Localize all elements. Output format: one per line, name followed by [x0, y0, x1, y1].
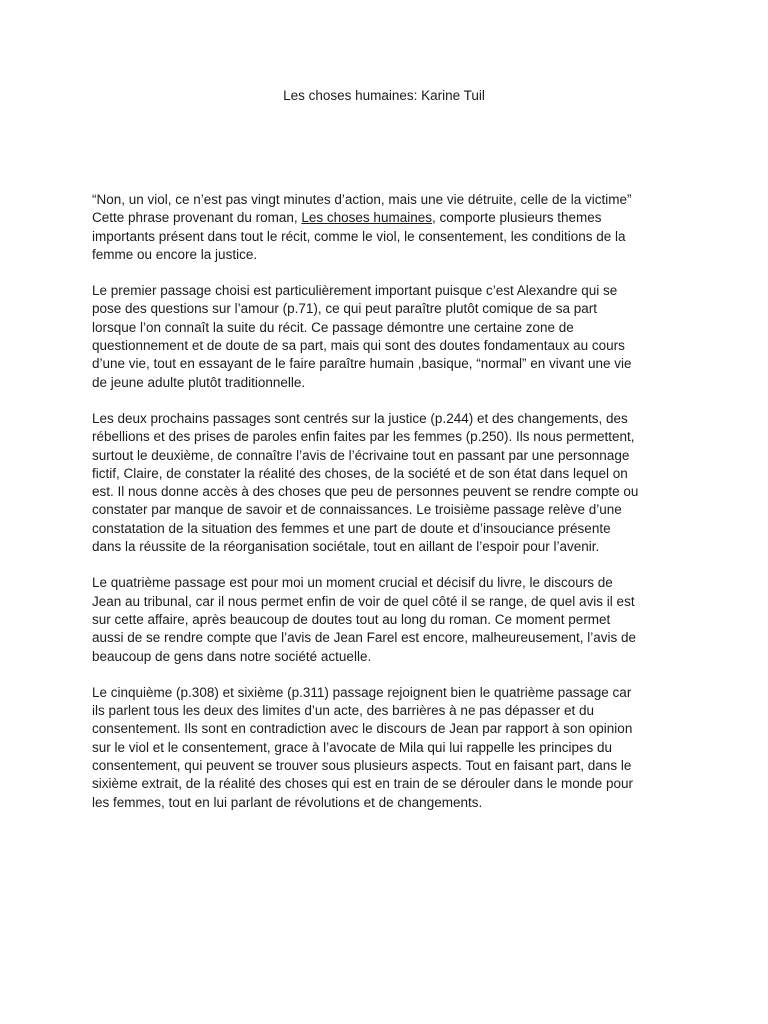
text-line: Jean au tribunal, car il nous permet enfin de voir de quel côté il se range, de quel avis il est	[92, 593, 635, 609]
text-line: beaucoup de gens dans notre société actuelle.	[92, 648, 372, 664]
document-body	[92, 191, 682, 830]
text-line: constater par manque de savoir et de connaissances. Le troisième passage relève d’une	[92, 502, 622, 518]
text-line: consentement, qui peuvent se trouver sous plusieurs aspects. Tout en faisant part, dans le	[92, 758, 632, 774]
text-line: Le premier passage choisi est particulièrement important puisque c’est Alexandre qui se	[92, 283, 618, 299]
text-line: Le cinquième (p.308) et sixième (p.311) passage rejoignent bien le quatrième passage car	[92, 684, 632, 700]
text-line	[92, 209, 682, 227]
text-line: pose des questions sur l’amour (p.71), ce qui peut paraître plutôt comique de sa part	[92, 301, 598, 317]
text-line: consentement. Ils sont en contradiction avec le discours de Jean par rapport à son opinion	[92, 721, 633, 737]
text-line: sixième extrait, de la réalité des choses qui est en train de se dérouler dans le monde pour	[92, 776, 634, 792]
text-line: questionnement et de doute de sa part, mais qui sont des doutes fondamentaux au cours	[92, 338, 625, 354]
paragraph-fifth-sixth-passages	[92, 684, 682, 812]
text-line: rébellions et des prises de paroles enfin faites par les femmes (p.250). Ils nous permettent,	[92, 429, 635, 445]
text-line: sur le viol et le consentement, grace à l’avocate de Mila qui lui rappelle les principes du	[92, 739, 613, 755]
paragraph-fourth-passage	[92, 574, 682, 665]
text-segment: , comporte plusieurs themes	[431, 210, 602, 226]
text-line: d’une vie, tout en essayant de le faire paraître humain ,basique, “normal” en vivant une vie	[92, 356, 632, 372]
text-line: constatation de la situation des femmes et une part de doute et d’insouciance présente	[92, 520, 611, 536]
paragraph-intro	[92, 191, 682, 264]
text-line: Le quatrième passage est pour moi un moment crucial et décisif du livre, le discours de	[92, 575, 613, 591]
text-line: est. Il nous donne accès à des choses que peu de personnes peuvent se rendre compte ou	[92, 484, 639, 500]
text-line: fictif, Claire, de constater la réalité des choses, de la société et de son état dans lequel on	[92, 465, 628, 481]
text-line: femme ou encore la justice.	[92, 246, 258, 262]
book-title-underlined: Les choses humaines	[301, 210, 432, 226]
paragraph-first-passage	[92, 282, 682, 392]
text-line: dans la réussite de la réorganisation sociétale, tout en aillant de l’espoir pour l’avenir.	[92, 539, 600, 555]
text-line: aussi de se rendre compte que l’avis de Jean Farel est encore, malheureusement, l’avis de	[92, 630, 637, 646]
text-line: ils parlent tous les deux des limites d’un acte, des barrières à ne pas dépasser et du	[92, 703, 595, 719]
text-line: lorsque l’on connaît la suite du récit. Ce passage démontre une certaine zone de	[92, 319, 574, 335]
text-line: de jeune adulte plutôt traditionnelle.	[92, 374, 306, 390]
text-line: surtout le deuxième, de connaître l’avis de l’écrivaine tout en passant par une personnage	[92, 447, 630, 463]
text-line: importants présent dans tout le récit, comme le viol, le consentement, les conditions de la	[92, 228, 626, 244]
text-line: “Non, un viol, ce n’est pas vingt minutes d’action, mais une vie détruite, celle de la victime”	[92, 192, 632, 207]
document-title: Les choses humaines: Karine Tuil	[283, 88, 485, 103]
text-segment: Cette phrase provenant du roman,	[92, 210, 302, 226]
text-line: sur cette affaire, après beaucoup de doutes tout au long du roman. Ce moment permet	[92, 611, 611, 627]
paragraph-justice-passages	[92, 410, 682, 556]
text-line: les femmes, tout en lui parlant de révolutions et de changements.	[92, 794, 483, 810]
text-line: Les deux prochains passages sont centrés sur la justice (p.244) et des changements, des	[92, 410, 628, 426]
